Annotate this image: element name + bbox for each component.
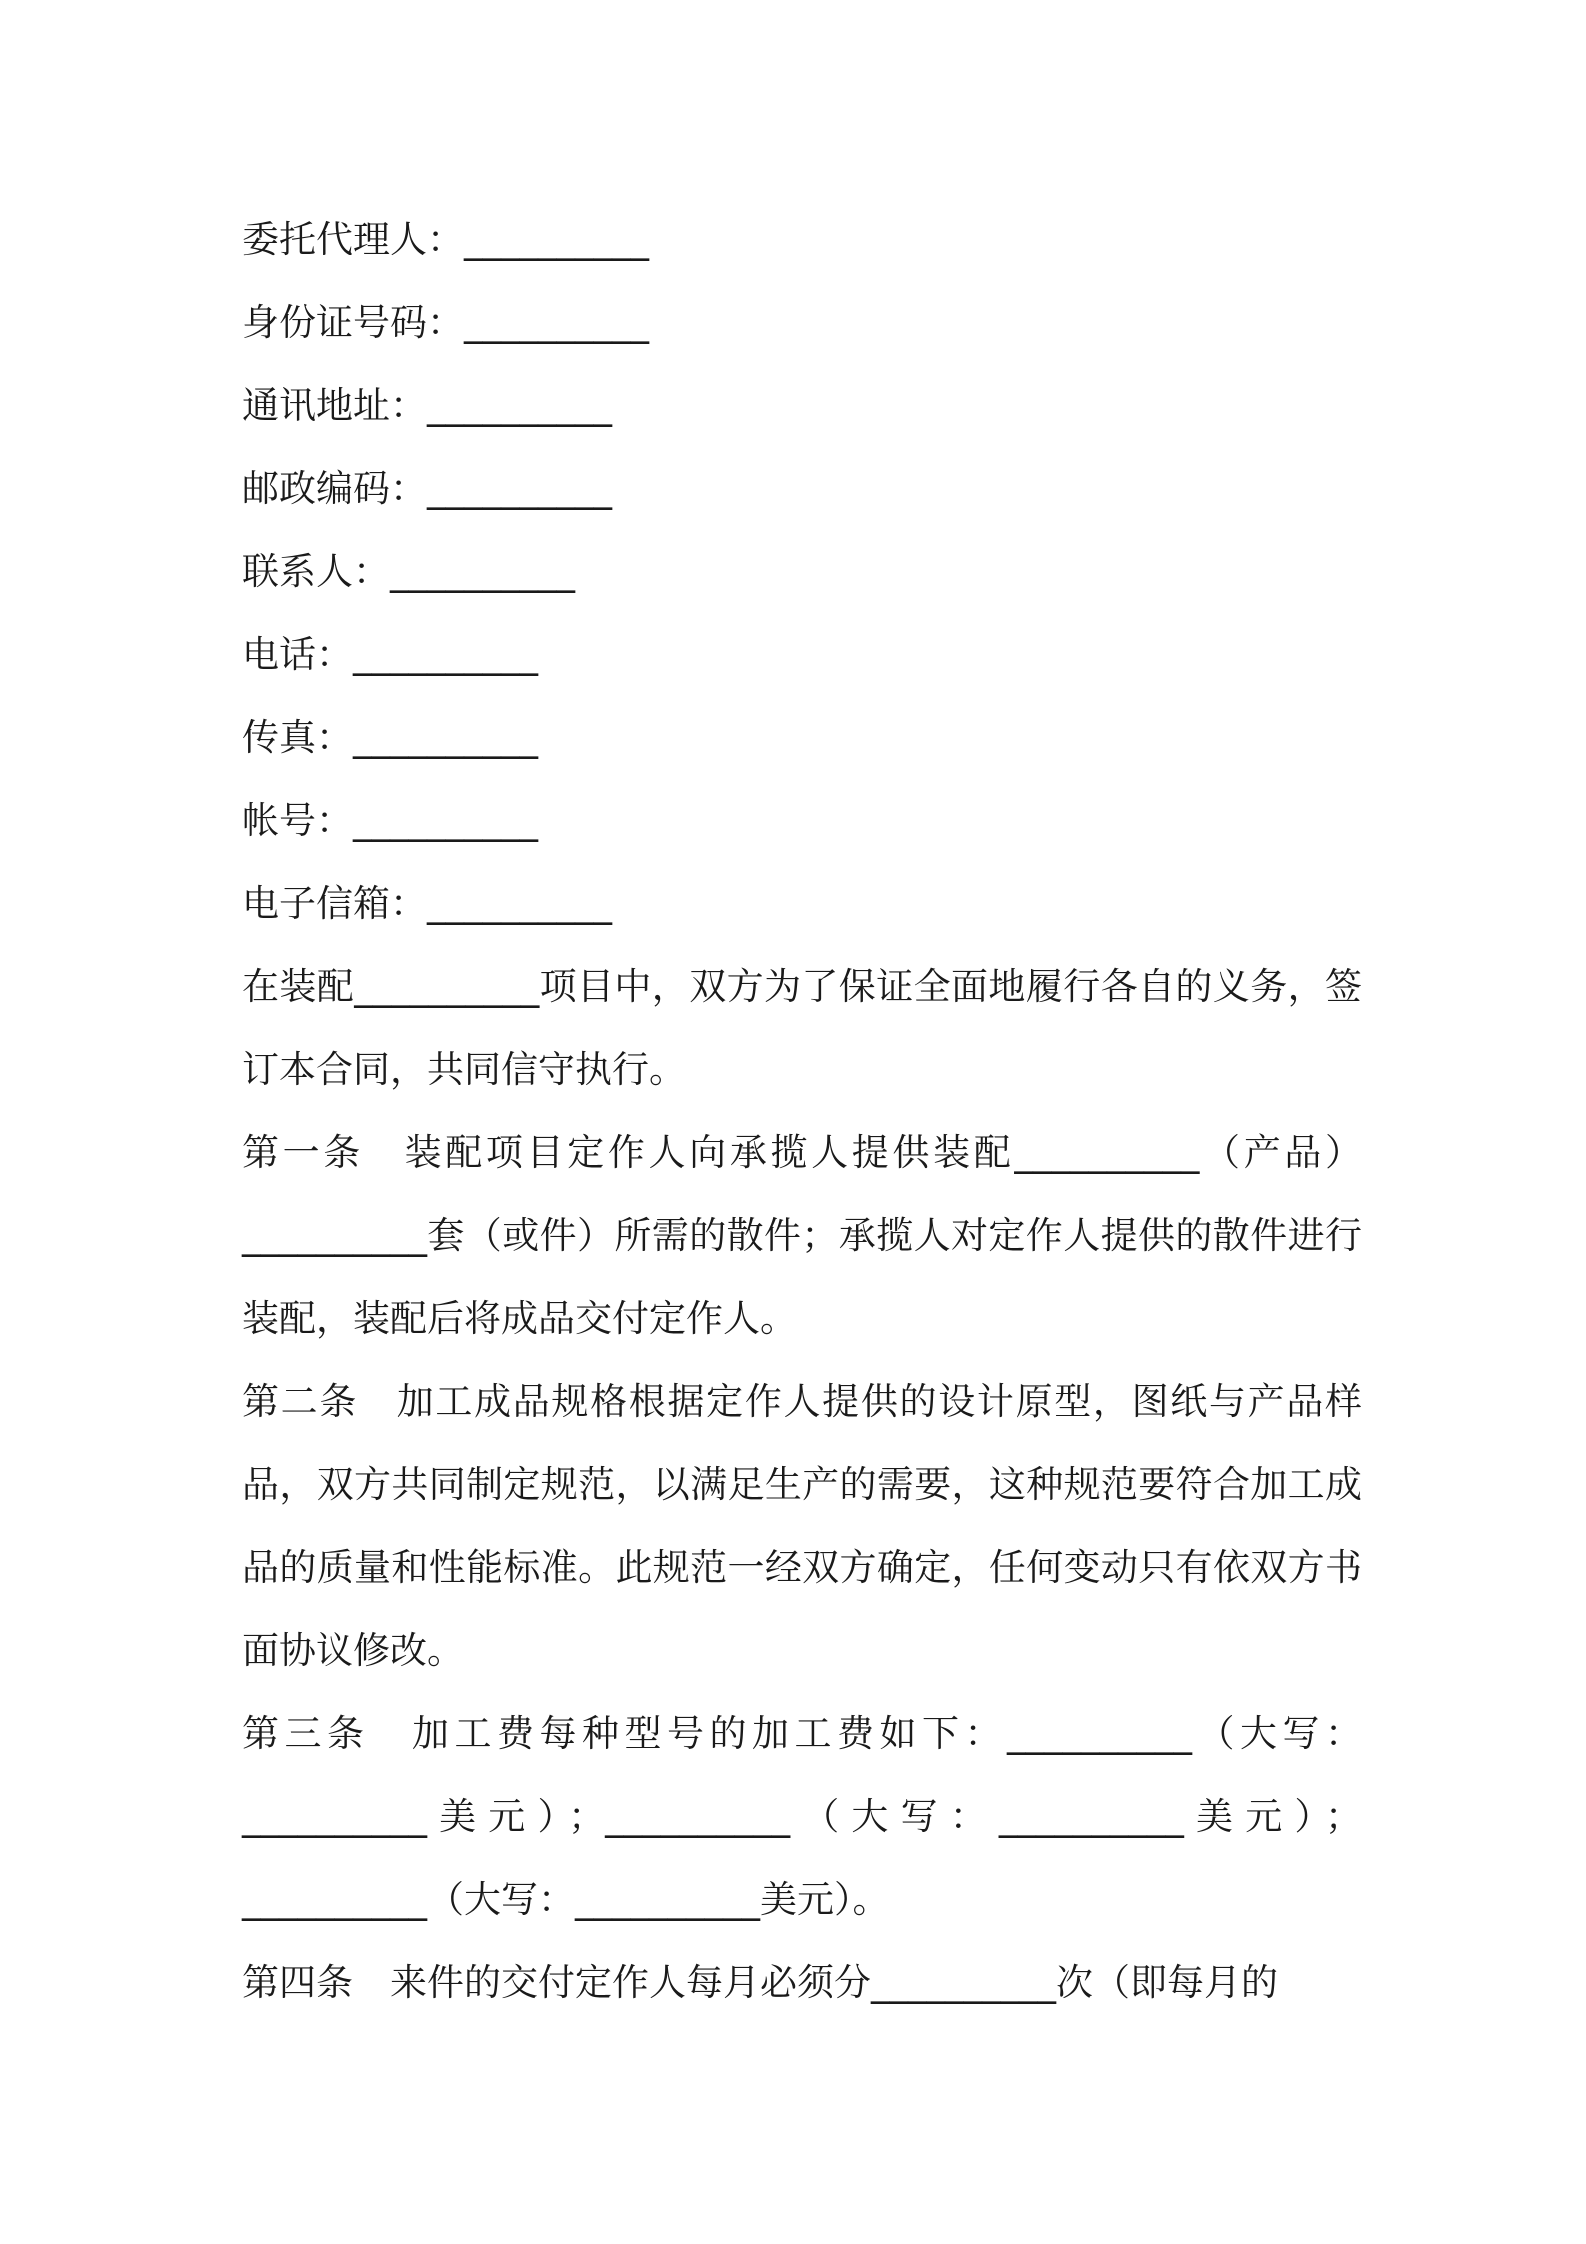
field-email: [242, 862, 1362, 945]
field-label: 联系人：: [242, 550, 390, 593]
article-4-paragraph: 第四条 来件的交付定作人每月必须分__________次（即每月的: [242, 1961, 1278, 2004]
field-address: [242, 364, 1362, 447]
document-body: [242, 198, 1362, 2024]
field-blank: __________: [353, 633, 538, 676]
field-account: [242, 779, 1362, 862]
field-blank: __________: [464, 301, 649, 344]
article-3-paragraph: 第三条 加工费每种型号的加工费如下：__________（大写：__________美元）；__________（大写：__________美元）；__________（大写：__________美元）。: [242, 1712, 1362, 1921]
field-blank: __________: [353, 716, 538, 759]
field-agent: [242, 198, 1362, 281]
field-blank: __________: [427, 384, 612, 427]
intro-paragraph: 在装配__________项目中，双方为了保证全面地履行各自的义务，签订本合同，共同信守执行。: [242, 965, 1362, 1091]
field-blank: __________: [390, 550, 575, 593]
field-blank: __________: [427, 467, 612, 510]
field-blank: __________: [353, 799, 538, 842]
field-blank: __________: [464, 218, 649, 261]
field-label: 传真：: [242, 716, 353, 759]
field-label: 电子信箱：: [242, 882, 427, 925]
field-label: 邮政编码：: [242, 467, 427, 510]
field-postal-code: [242, 447, 1362, 530]
field-label: 委托代理人：: [242, 218, 464, 261]
field-fax: [242, 696, 1362, 779]
field-contact: [242, 530, 1362, 613]
field-label: 电话：: [242, 633, 353, 676]
field-label: 帐号：: [242, 799, 353, 842]
article-2-paragraph: 第二条 加工成品规格根据定作人提供的设计原型，图纸与产品样品，双方共同制定规范，以满足生产的需要，这种规范要符合加工成品的质量和性能标准。此规范一经双方确定，任何变动只有依双方书面协议修改。: [242, 1380, 1362, 1672]
field-blank: __________: [427, 882, 612, 925]
field-phone: [242, 613, 1362, 696]
field-id-number: [242, 281, 1362, 364]
article-1-paragraph: 第一条 装配项目定作人向承揽人提供装配__________（产品）__________套（或件）所需的散件；承揽人对定作人提供的散件进行装配，装配后将成品交付定作人。: [242, 1131, 1362, 1340]
field-label: 通讯地址：: [242, 384, 427, 427]
field-label: 身份证号码：: [242, 301, 464, 344]
